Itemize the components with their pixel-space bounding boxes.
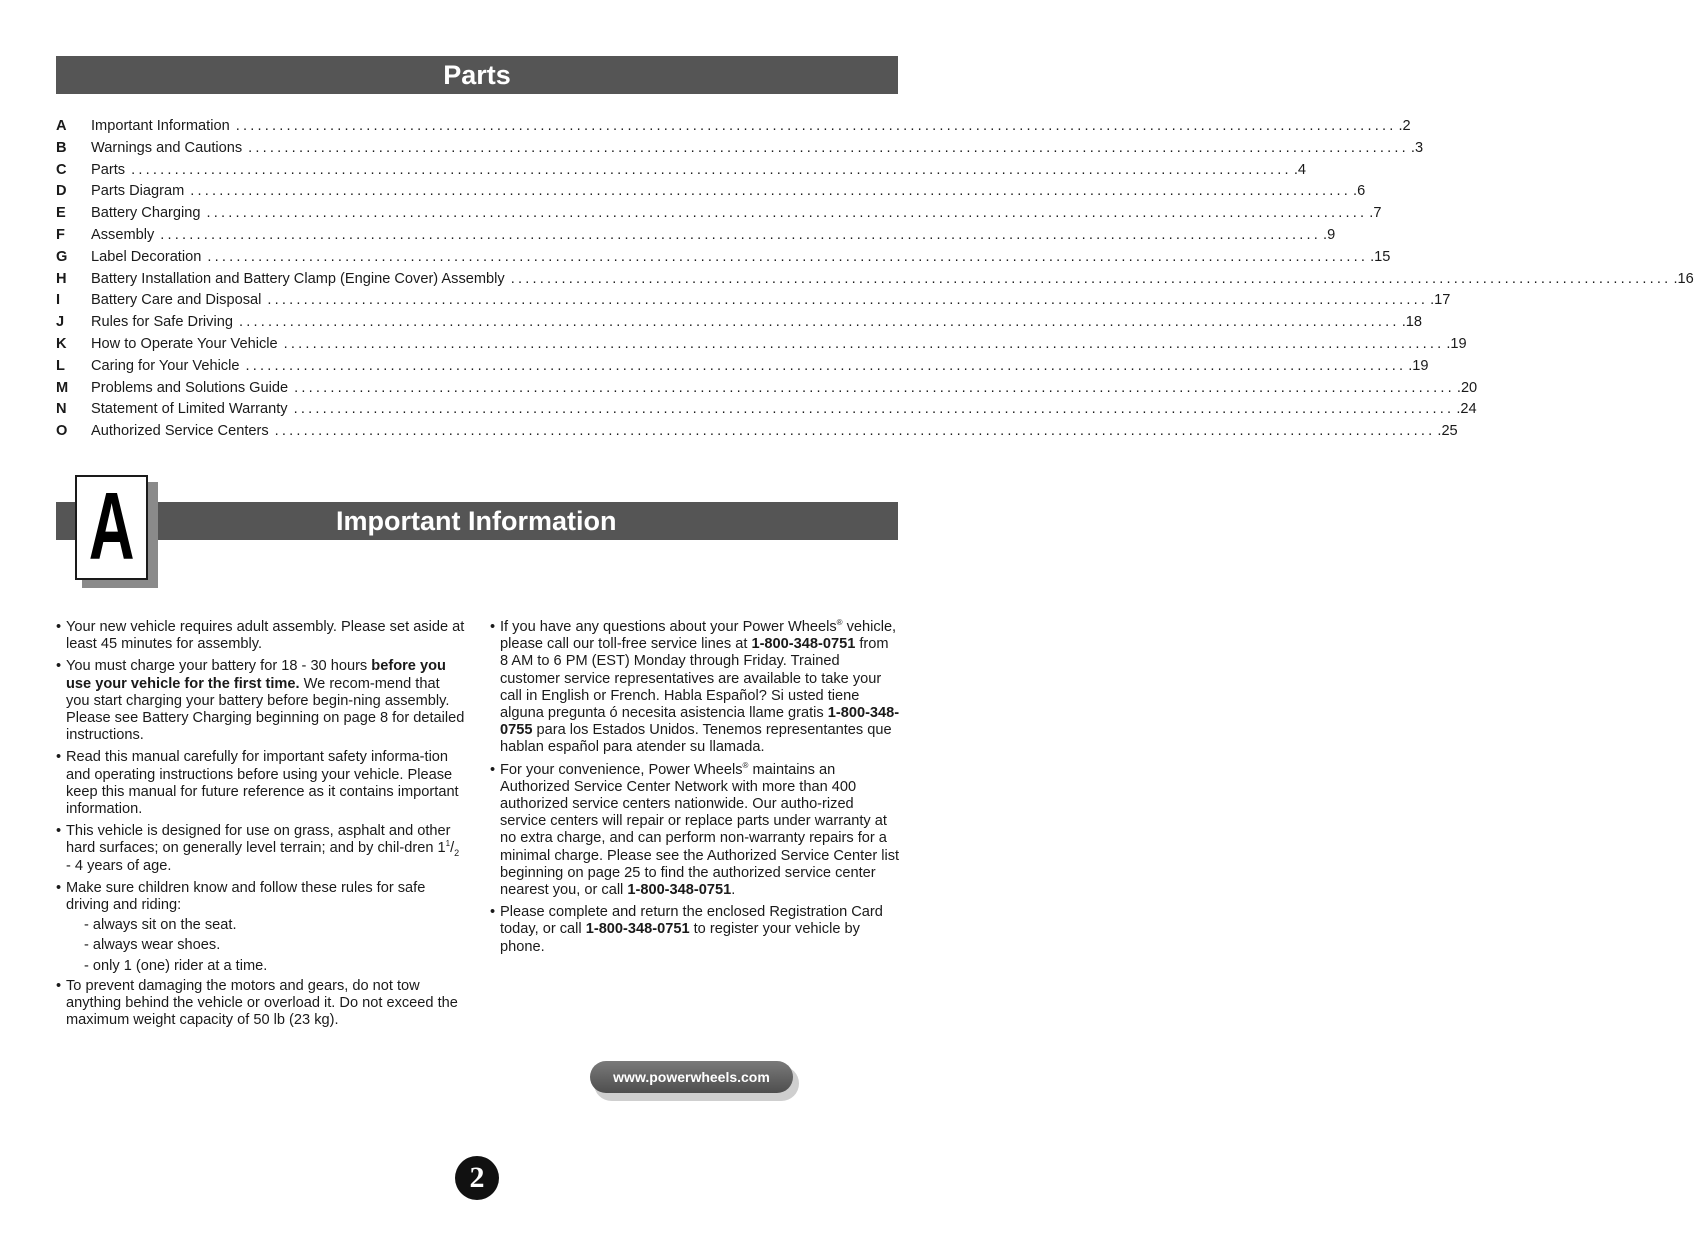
- phone-number: 1-800-348-0751: [627, 882, 732, 899]
- toc-leader-dots: ................................................................................................................................................................: [207, 248, 1369, 265]
- toc-page: .15: [1370, 248, 1391, 265]
- toc-title: Label Decoration: [91, 248, 202, 265]
- toc-row[interactable]: [56, 203, 1382, 225]
- toc-leader-dots: ................................................................................................................................................................: [294, 379, 1455, 396]
- toc-title: Caring for Your Vehicle: [91, 357, 240, 374]
- bullet-item: • Make sure children know and follow these rules for safe driving and riding:: [56, 880, 466, 914]
- toc-letter: H: [56, 270, 67, 287]
- toc-row[interactable]: [56, 225, 1336, 247]
- table-of-contents: [56, 116, 1694, 443]
- toc-leader-dots: ................................................................................................................................................................: [267, 292, 1429, 309]
- toc-row[interactable]: [56, 312, 1422, 334]
- toc-row[interactable]: [56, 138, 1424, 160]
- toc-row[interactable]: [56, 290, 1451, 312]
- toc-letter: I: [56, 292, 61, 309]
- toc-title: Authorized Service Centers: [91, 423, 269, 440]
- toc-letter: A: [56, 118, 67, 134]
- toc-page: .20: [1456, 379, 1478, 396]
- bullet-item: • Your new vehicle requires adult assembly. Please set aside at least 45 minutes for assembly.: [56, 619, 466, 653]
- sub-item: - always sit on the seat.: [84, 917, 237, 934]
- bullet-item: • Read this manual carefully for important safety informa-tion and operating instructions before using your vehicle. Please keep this manual for future reference as it contains important information.: [56, 749, 466, 818]
- toc-letter: L: [56, 357, 65, 374]
- section-letter-box: [75, 475, 148, 580]
- toc-page: .7: [1369, 205, 1382, 222]
- toc-leader-dots: ................................................................................................................................................................: [510, 270, 1672, 287]
- toc-letter: O: [56, 423, 68, 440]
- toc-row[interactable]: [56, 356, 1429, 378]
- toc-letter: E: [56, 205, 66, 222]
- sub-item: - always wear shoes.: [84, 937, 221, 954]
- toc-row[interactable]: [56, 181, 1366, 203]
- toc-letter: B: [56, 139, 67, 156]
- left-column: [56, 619, 466, 1034]
- toc-row[interactable]: [56, 269, 1694, 291]
- phone-number: 1-800-348-0755: [500, 705, 900, 739]
- toc-page: .3: [1410, 139, 1424, 156]
- bullet-item: • This vehicle is designed for use on grass, asphalt and other hard surfaces; on generally level terrain; and by chil-dren $1^1/_2 - 4$ years of age.: [56, 823, 466, 875]
- bullet-item: • To prevent damaging the motors and gears, do not tow anything behind the vehicle or overload it. Do not exceed the maximum weight capacity of 50 lb (23 kg).: [56, 978, 466, 1030]
- toc-row[interactable]: [56, 421, 1458, 443]
- toc-page: .16: [1673, 270, 1694, 287]
- bullet-item: • Please complete and return the enclosed Registration Card today, or call 1-800-348-0751 to register your vehicle by phone.: [490, 904, 900, 956]
- important-information-banner: [56, 502, 898, 540]
- toc-title: Important Information: [91, 118, 230, 134]
- toc-title: Problems and Solutions Guide: [91, 379, 289, 396]
- toc-page: .19: [1446, 335, 1467, 352]
- toc-leader-dots: ................................................................................................................................................................: [245, 357, 1407, 374]
- toc-leader-dots: ................................................................................................................................................................: [238, 314, 1400, 331]
- toc-letter: C: [56, 161, 67, 178]
- toc-title: Battery Care and Disposal: [91, 292, 262, 309]
- toc-page: .17: [1430, 292, 1451, 309]
- toc-page: .19: [1408, 357, 1429, 374]
- toc-title: Battery Charging: [91, 205, 201, 222]
- important-information-title: Important Information: [336, 506, 617, 536]
- registered-mark: ®: [742, 760, 749, 770]
- toc-leader-dots: ................................................................................................................................................................: [248, 139, 1409, 156]
- toc-page: .6: [1353, 183, 1366, 200]
- toc-row[interactable]: [56, 378, 1478, 400]
- toc-row[interactable]: [56, 160, 1306, 182]
- toc-row[interactable]: [56, 399, 1477, 421]
- toc-title: Battery Installation and Battery Clamp (Engine Cover) Assembly: [91, 270, 505, 287]
- sub-item: - only 1 (one) rider at a time.: [84, 957, 268, 974]
- toc-title: Parts Diagram: [91, 183, 185, 200]
- toc-page: .2: [1398, 118, 1411, 134]
- toc-letter: K: [56, 335, 67, 352]
- registered-mark: ®: [836, 618, 843, 628]
- toc-title: How to Operate Your Vehicle: [91, 335, 278, 352]
- toc-title: Parts: [91, 161, 126, 178]
- bullet-item: • For your convenience, Power Wheels® maintains an Authorized Service Center Network with more than 400 authorized service centers nationwide. Our autho-rized service centers will repair or replace parts under warranty at no extra charge, and can perform non-warranty repairs for a minimal charge. Please see the Authorized Service Center list beginning on page 25 to find the authorized service center nearest you, or call 1-800-348-0751.: [490, 762, 900, 900]
- toc-letter: J: [56, 314, 65, 331]
- toc-title: Statement of Limited Warranty: [91, 401, 288, 418]
- toc-leader-dots: ................................................................................................................................................................: [206, 205, 1368, 222]
- toc-leader-dots: ................................................................................................................................................................: [160, 226, 1322, 243]
- toc-letter: D: [56, 183, 67, 200]
- toc-page: .18: [1401, 314, 1422, 331]
- parts-banner: [56, 56, 898, 94]
- toc-page: .25: [1437, 423, 1458, 440]
- right-column: [490, 619, 900, 961]
- toc-page: .9: [1323, 226, 1336, 243]
- page-number: 2: [455, 1156, 499, 1200]
- toc-row[interactable]: [56, 247, 1391, 269]
- bullet-item: • You must charge your battery for 18 - 30 hours before you use your vehicle for the first time. We recom-mend that you start charging your battery before begin-ning assembly. Please see Battery Charging beginning on page 8 for detailed instructions.: [56, 658, 466, 744]
- toc-leader-dots: ................................................................................................................................................................: [190, 183, 1352, 200]
- toc-row[interactable]: [56, 116, 1411, 138]
- toc-letter: M: [56, 379, 69, 396]
- bullet-item: • If you have any questions about your Power Wheels® vehicle, please call our toll-free service lines at 1-800-348-0751 from 8 AM to 6 PM (EST) Monday through Friday. Trained customer service representatives are available to take your call in English or French. Habla Español? Si usted tiene alguna pregunta ó necesita asistencia llame gratis 1-800-348-0755 para los Estados Unidos. Tenemos representantes que hablan español para atender su llamada.: [490, 619, 900, 757]
- toc-leader-dots: ................................................................................................................................................................: [131, 161, 1292, 178]
- toc-leader-dots: ................................................................................................................................................................: [274, 423, 1436, 440]
- toc-leader-dots: ................................................................................................................................................................: [235, 118, 1397, 134]
- phone-number: 1-800-348-0751: [585, 921, 690, 938]
- parts-title: Parts: [443, 60, 511, 90]
- toc-title: Assembly: [91, 226, 155, 243]
- toc-leader-dots: ................................................................................................................................................................: [283, 335, 1445, 352]
- toc-row[interactable]: [56, 334, 1467, 356]
- toc-title: Rules for Safe Driving: [91, 314, 233, 331]
- toc-letter: N: [56, 401, 67, 418]
- toc-leader-dots: ................................................................................................................................................................: [293, 401, 1455, 418]
- toc-letter: F: [56, 226, 65, 243]
- toc-page: .24: [1456, 401, 1477, 418]
- toc-title: Warnings and Cautions: [91, 139, 243, 156]
- toc-page: .4: [1293, 161, 1306, 178]
- website-link[interactable]: www.powerwheels.com: [590, 1061, 793, 1093]
- section-letter: A: [88, 473, 135, 580]
- toc-letter: G: [56, 248, 68, 265]
- phone-number: 1-800-348-0751: [751, 636, 856, 653]
